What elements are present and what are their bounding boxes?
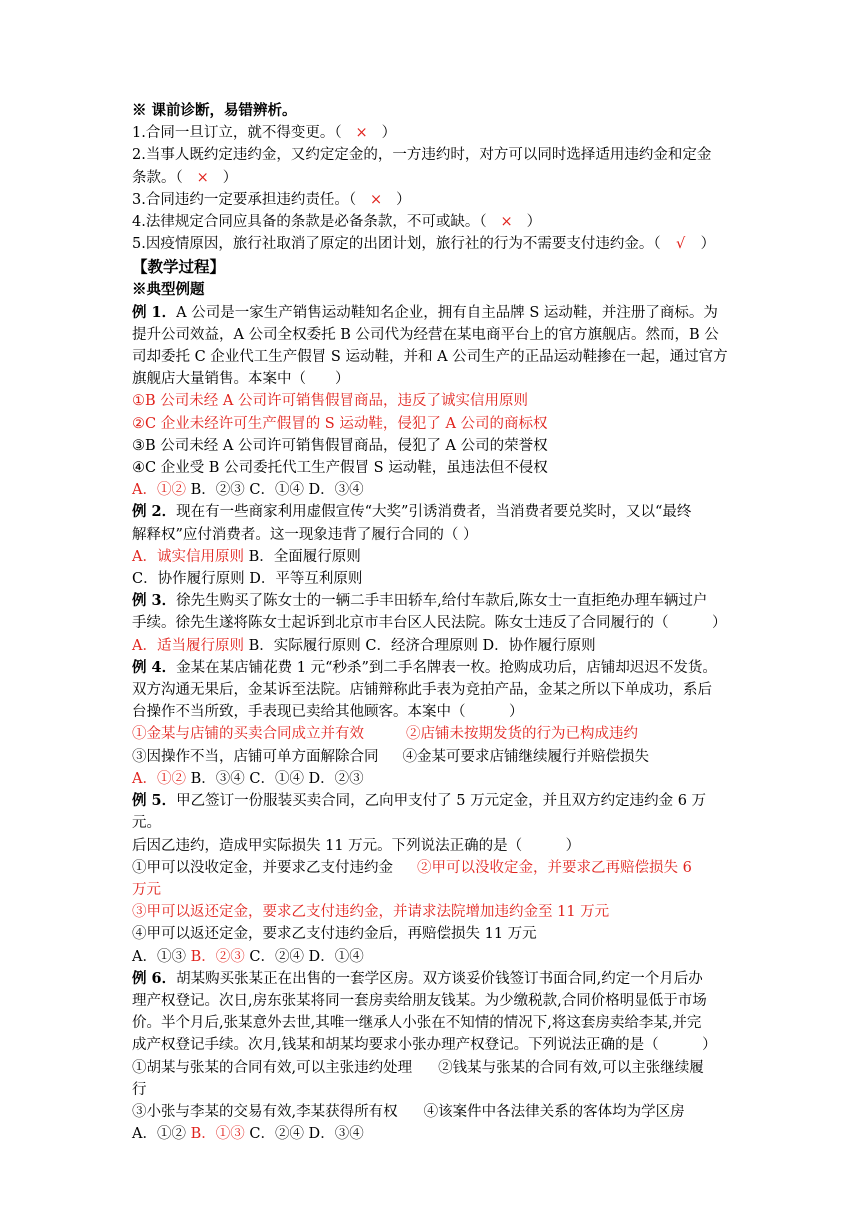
- example-label: 例 6．: [132, 969, 177, 987]
- example-label: 例 2．: [132, 503, 177, 521]
- example-2-answers-1: A．诚实信用原则 B．全面履行原则: [132, 548, 361, 565]
- example-label: 例 1．: [132, 303, 177, 321]
- diag-item-4: 4.法律规定合同应具备的条款是必备条款，不可或缺。（ × ）: [132, 211, 732, 233]
- diag-item-5: 5.因疫情原因，旅行社取消了原定的出团计划，旅行社的行为不需要支付违约金。（ √ ）: [132, 233, 732, 255]
- example-1-option-4: ④C 企业受 B 公司委托代工生产假冒 S 运动鞋，虽违法但不侵权: [132, 460, 548, 477]
- example-1-line-2: 提升公司效益，A 公司全权委托 B 公司代为经营在某电商平台上的官方旗舰店。然而，B 公: [132, 326, 719, 343]
- correct-answer: B．②③: [190, 948, 245, 965]
- example-3-line-2: 手续。徐先生遂将陈女士起诉到北京市丰台区人民法院。陈女士违反了合同履行的（ ）: [132, 615, 727, 632]
- example-1-line-4: 旗舰店大量销售。本案中（ ）: [132, 371, 350, 388]
- example-label: 例 3．: [132, 592, 177, 610]
- document-page: [132, 100, 732, 1145]
- example-6-option-2-cont: 行: [132, 1081, 147, 1098]
- subsection-heading: ※典型例题: [132, 281, 205, 299]
- example-1-line-3: 司却委托 C 企业代工生产假冒 S 运动鞋，并和 A 公司生产的正品运动鞋掺在一起，通过官方: [132, 349, 728, 366]
- correct-answer: A．诚实信用原则: [132, 548, 244, 565]
- section-heading: 【教学过程】: [132, 257, 226, 277]
- diag-item-2: 2.当事人既约定违约金，又约定定金的，一方违约时，对方可以同时选择适用违约金和定金: [132, 147, 712, 164]
- example-6-options-2: ③小张与李某的交易有效,李某获得所有权 ④该案件中各法律关系的客体均为学区房: [132, 1103, 685, 1120]
- example-6-options-1: ①胡某与张某的合同有效,可以主张违约处理 ②钱某与张某的合同有效,可以主张继续履: [132, 1059, 704, 1076]
- diag-item-1: 1.合同一旦订立，就不得变更。（ × ）: [132, 122, 732, 144]
- example-2-line-1: 例 2．现在有一些商家利用虚假宣传“大奖”引诱消费者，当消费者要兑奖时，又以“最终: [132, 503, 692, 521]
- example-4-options-1: ①金某与店铺的买卖合同成立并有效 ②店铺未按期发货的行为已构成违约: [132, 726, 638, 743]
- check-mark: √: [675, 236, 686, 253]
- example-label: 例 5．: [132, 792, 177, 810]
- example-4-line-1: 例 4．金某在某店铺花费 1 元“秒杀”到二手名牌表一枚。抢购成功后，店铺却迟迟不发货。: [132, 658, 717, 676]
- example-3-line-1: 例 3．徐先生购买了陈女士的一辆二手丰田轿车,给付车款后,陈女士一直拒绝办理车辆过户: [132, 592, 708, 610]
- example-6-line-3: 价。半个月后,张某意外去世,其唯一继承人小张在不知情的情况下,将这套房卖给李某,并完: [132, 1015, 702, 1032]
- correct-answer: B．①③: [190, 1126, 245, 1143]
- correct-answer: A．①②: [132, 770, 186, 787]
- example-1-option-3: ③B 公司未经 A 公司许可销售假冒商品，侵犯了 A 公司的荣誉权: [132, 437, 548, 454]
- example-5-option-4: ④甲可以返还定金，要求乙支付违约金后，再赔偿损失 11 万元: [132, 926, 537, 943]
- example-2-answers-2: C．协作履行原则 D．平等互利原则: [132, 571, 363, 588]
- correct-answer: A．适当履行原则: [132, 637, 244, 654]
- example-label: 例 4．: [132, 658, 177, 676]
- example-1-answers: A．①② B．②③ C．①④ D．③④: [132, 482, 364, 499]
- example-4-options-2: ③因操作不当，店铺可单方面解除合同 ④金某可要求店铺继续履行并赔偿损失: [132, 748, 649, 765]
- example-5-answers: A．①③ B．②③ C．②④ D．①④: [132, 948, 364, 965]
- cross-mark: ×: [370, 191, 383, 208]
- example-5-options-1: ①甲可以没收定金，并要求乙支付违约金 ②甲可以没收定金，并要求乙再赔偿损失 6: [132, 859, 692, 876]
- example-6-line-2: 理产权登记。次日,房东张某将同一套房卖给朋友钱某。为少缴税款,合同价格明显低于市场: [132, 992, 707, 1009]
- example-1-line-1: 例 1．A 公司是一家生产销售运动鞋知名企业，拥有自主品牌 S 运动鞋，并注册了商标。为: [132, 303, 718, 321]
- cross-mark: ×: [196, 169, 209, 186]
- example-5-option-3: ③甲可以返还定金，要求乙支付违约金，并请求法院增加违约金至 11 万元: [132, 904, 610, 921]
- example-5-line-1: 例 5．甲乙签订一份服装买卖合同，乙向甲支付了 5 万元定金，并且双方约定违约金 6 万元。: [132, 792, 707, 832]
- example-6-line-4: 成产权登记手续。次月,钱某和胡某均要求小张办理产权登记。下列说法正确的是（ ）: [132, 1037, 717, 1054]
- example-3-answers: A．适当履行原则 B．实际履行原则 C．经济合理原则 D．协作履行原则: [132, 637, 596, 654]
- correct-answer: A．①②: [132, 482, 186, 499]
- example-5-line-2: 后因乙违约，造成甲实际损失 11 万元。下列说法正确的是（ ）: [132, 837, 581, 854]
- example-6-line-1: 例 6．胡某购买张某正在出售的一套学区房。双方谈妥价钱签订书面合同,约定一个月后办: [132, 969, 703, 987]
- cross-mark: ×: [500, 214, 513, 231]
- example-2-line-2: 解释权”应付消费者。这一现象违背了履行合同的（ ）: [132, 526, 478, 543]
- example-5-option-2-cont: 万元: [132, 881, 161, 898]
- example-4-answers: A．①② B．③④ C．①④ D．②③: [132, 770, 364, 787]
- example-4-line-2: 双方沟通无果后，金某诉至法院。店铺辩称此手表为竞拍产品，金某之所以下单成功，系后: [132, 682, 712, 699]
- diag-item-2-cont: 条款。（ × ）: [132, 167, 732, 189]
- example-6-answers: A．①② B．①③ C．②④ D．③④: [132, 1126, 364, 1143]
- diag-item-3: 3.合同违约一定要承担违约责任。（ × ）: [132, 189, 732, 211]
- example-1-option-1: ①B 公司未经 A 公司许可销售假冒商品，违反了诚实信用原则: [132, 393, 528, 410]
- cross-mark: ×: [355, 125, 368, 142]
- example-4-line-3: 台操作不当所致，手表现已卖给其他顾客。本案中（ ）: [132, 704, 524, 721]
- diagnosis-title: ※ 课前诊断，易错辨析。: [132, 102, 297, 119]
- example-1-option-2: ②C 企业未经许可生产假冒的 S 运动鞋，侵犯了 A 公司的商标权: [132, 415, 548, 432]
